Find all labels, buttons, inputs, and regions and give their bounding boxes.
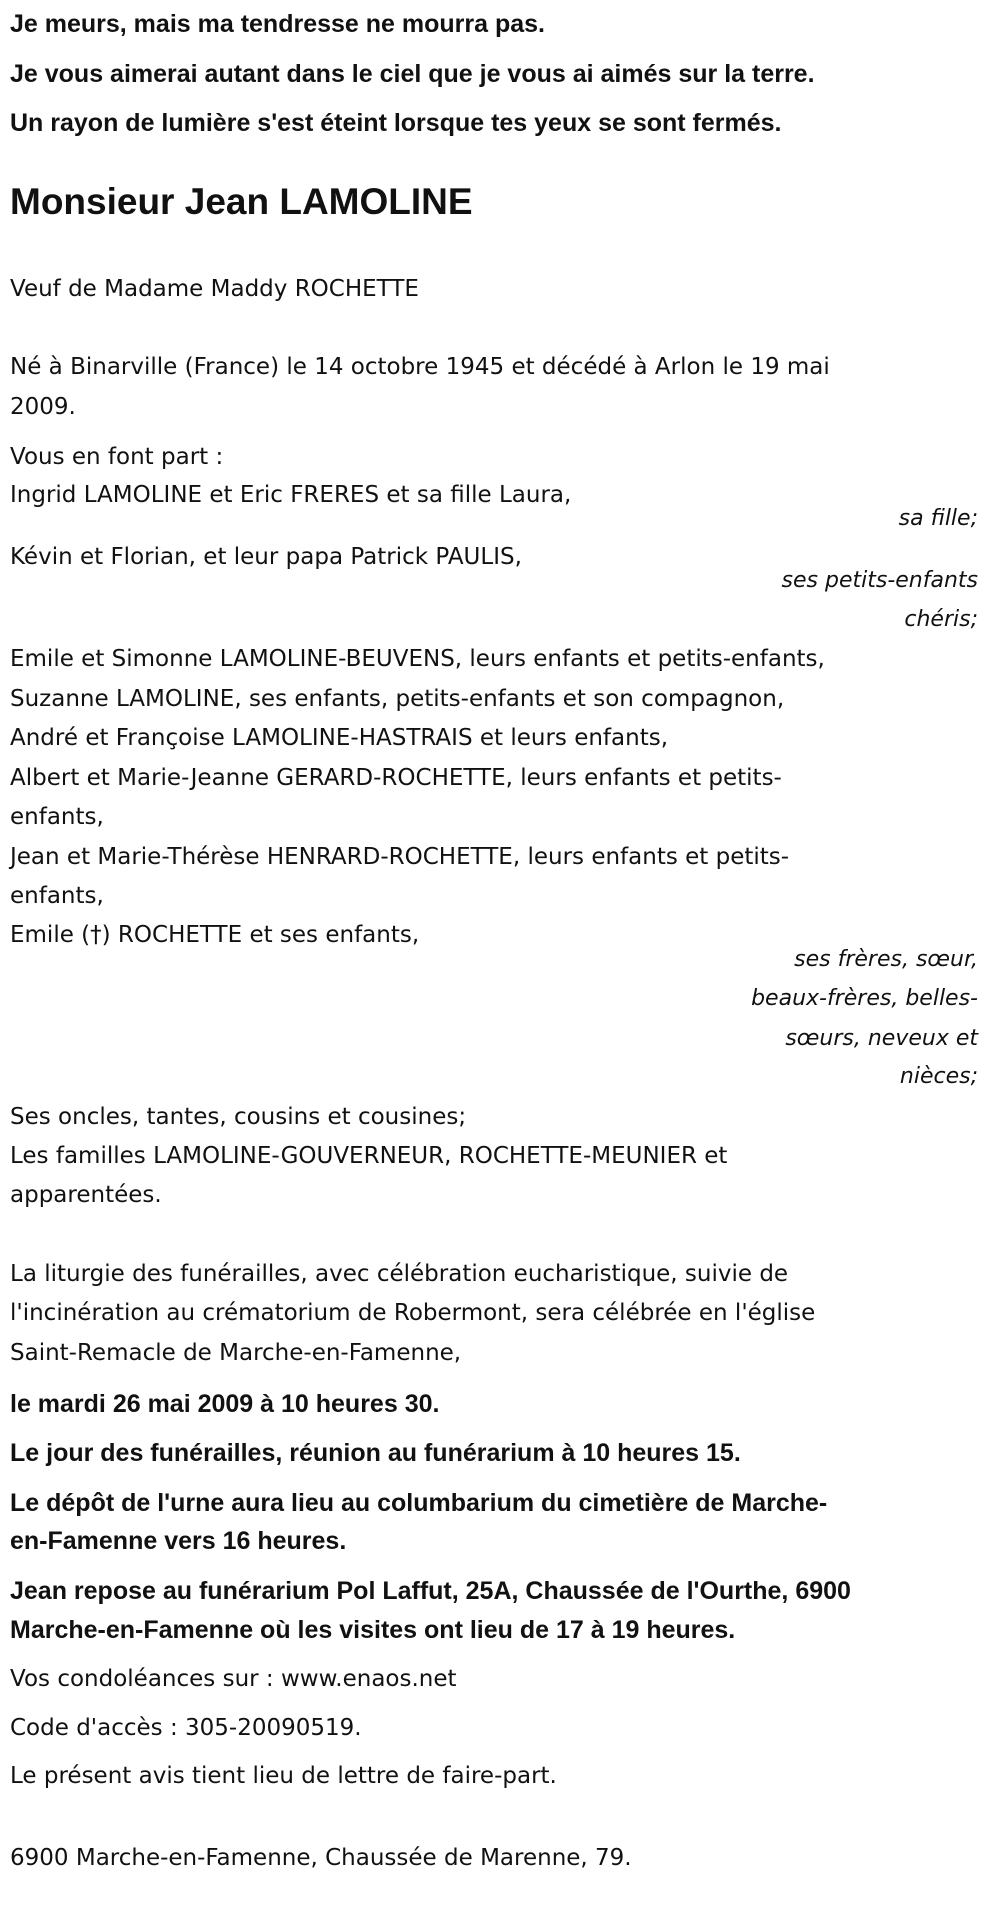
family-role: sa fille; (898, 506, 978, 531)
family-line: enfants, (10, 883, 104, 909)
liturgy-line: l'incinération au crématorium de Robermont, sera célébrée en l'église (10, 1300, 816, 1326)
family-line: Jean et Marie-Thérèse HENRARD-ROCHETTE, leurs enfants et petits- (10, 844, 790, 870)
notice-text: Le présent avis tient lieu de lettre de faire-part. (10, 1763, 557, 1789)
widower-text: Veuf de Madame Maddy ROCHETTE (10, 276, 419, 302)
announce-text: Vous en font part : (10, 444, 224, 470)
family-line: Suzanne LAMOLINE, ses enfants, petits-enfants et son compagnon, (10, 686, 785, 712)
urn-info: Le dépôt de l'urne aura lieu au columbarium du cimetière de Marche- (10, 1489, 828, 1517)
family-line: Ingrid LAMOLINE et Eric FRERES et sa fille Laura, (10, 482, 572, 508)
family-role: sœurs, neveux et (785, 1026, 978, 1051)
family-line: Emile et Simonne LAMOLINE-BEUVENS, leurs enfants et petits-enfants, (10, 646, 825, 672)
liturgy-line: La liturgie des funérailles, avec célébration eucharistique, suivie de (10, 1261, 789, 1287)
page-title: Monsieur Jean LAMOLINE (10, 181, 473, 222)
quote-line: Un rayon de lumière s'est éteint lorsque tes yeux se sont fermés. (10, 109, 782, 137)
rest-info: Jean repose au funérarium Pol Laffut, 25A, Chaussée de l'Ourthe, 6900 (10, 1577, 851, 1605)
family-line: Emile (†) ROCHETTE et ses enfants, (10, 922, 420, 948)
rest-info: Marche-en-Famenne où les visites ont lieu de 17 à 19 heures. (10, 1616, 736, 1644)
family-role: ses petits-enfants (781, 568, 978, 593)
family-line: André et Françoise LAMOLINE-HASTRAIS et leurs enfants, (10, 725, 669, 751)
condolences-text: Vos condoléances sur : www.enaos.net (10, 1666, 457, 1692)
liturgy-line: Saint-Remacle de Marche-en-Famenne, (10, 1340, 462, 1366)
family-line: Les familles LAMOLINE-GOUVERNEUR, ROCHETTE-MEUNIER et (10, 1143, 728, 1169)
quote-line: Je vous aimerai autant dans le ciel que je vous ai aimés sur la terre. (10, 60, 815, 88)
family-role: beaux-frères, belles- (751, 986, 978, 1011)
quote-line: Je meurs, mais ma tendresse ne mourra pas. (10, 10, 545, 38)
family-line: apparentées. (10, 1182, 162, 1208)
funeral-date: le mardi 26 mai 2009 à 10 heures 30. (10, 1390, 440, 1418)
birth-death-text: Né à Binarville (France) le 14 octobre 1945 et décédé à Arlon le 19 mai (10, 354, 830, 380)
address-text: 6900 Marche-en-Famenne, Chaussée de Marenne, 79. (10, 1845, 632, 1871)
family-line: Ses oncles, tantes, cousins et cousines; (10, 1104, 467, 1130)
family-line: enfants, (10, 804, 104, 830)
family-role: chéris; (904, 607, 978, 632)
access-code: Code d'accès : 305-20090519. (10, 1715, 362, 1741)
birth-death-text: 2009. (10, 394, 76, 420)
family-line: Albert et Marie-Jeanne GERARD-ROCHETTE, leurs enfants et petits- (10, 765, 782, 791)
meeting-info: Le jour des funérailles, réunion au funérarium à 10 heures 15. (10, 1439, 741, 1467)
family-role: ses frères, sœur, (794, 947, 978, 972)
family-line: Kévin et Florian, et leur papa Patrick PAULIS, (10, 544, 522, 570)
family-role: nièces; (899, 1064, 978, 1089)
urn-info: en-Famenne vers 16 heures. (10, 1527, 347, 1555)
